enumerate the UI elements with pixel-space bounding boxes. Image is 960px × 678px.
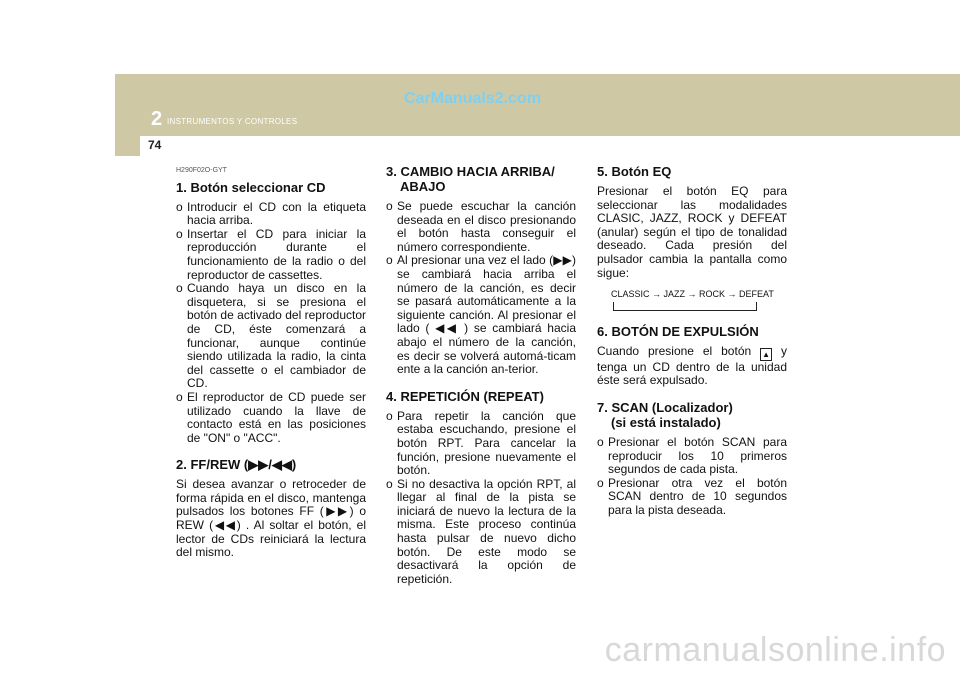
chapter-title: INSTRUMENTOS Y CONTROLES: [167, 117, 298, 126]
eject-icon: ▲: [760, 348, 772, 361]
list-item: o Se puede escuchar la canción deseada en el disco presionando el botón hasta conseguir el número correspondiente.: [386, 199, 576, 254]
section-5-text: Presionar el botón EQ para seleccionar las modalidades CLASIC, JAZZ, ROCK y DEFEAT (anular) según el tipo de tonalidad deseado. Cada presión del pulsador cambia la pantalla como sigue:: [597, 184, 787, 280]
page-tab: [115, 136, 140, 156]
section-6-text: Cuando presione el botón ▲ y tenga un CD dentro de la unidad éste será expulsado.: [597, 343, 788, 388]
list-item: o Introducir el CD con la etiqueta hacia arriba.: [176, 199, 366, 228]
chapter-number: 2: [151, 108, 163, 130]
list-item: o Insertar el CD para iniciar la reproducción durante el funcionamiento de la radio o del reproductor de cassettes.: [176, 226, 366, 282]
section-7-title: 7. SCAN (Localizador) (si está instalado): [597, 399, 733, 430]
list-item: o Para repetir la canción que estaba escuchando, presione el botón RPT. Para cancelar la función, presione nuevamente el botón.: [386, 408, 576, 478]
list-item: o Si no desactiva la opción RPT, al llegar al final de la pista se iniciará de nuevo la lectura de la misma. Este proceso continúa hasta pulsar de nuevo dicho botón. De este modo se desactivará la opción de repetición.: [386, 476, 576, 586]
eq-loop-arrow: [613, 302, 757, 312]
section-4-title: 4. REPETICIÓN (REPEAT): [386, 388, 544, 404]
section-6-title: 6. BOTÓN DE EXPULSIÓN: [597, 323, 759, 339]
section-code: H290F02O-GYT: [176, 167, 227, 174]
section-2-text: Si desea avanzar o retroceder de forma rápida en el disco, mantenga pulsados los botones FF (▶▶) o REW (◀◀) . Al soltar el botón, el lector de CDs reiniciará la lectura del mismo.: [176, 477, 366, 560]
eq-flow-diagram: [611, 288, 787, 312]
list-item: o Presionar el botón SCAN para reproducir los 10 primeros segundos de cada pista.: [597, 434, 787, 477]
watermark-bottom[interactable]: carmanualsonline.info: [604, 631, 946, 669]
section-2-title: 2. FF/REW (▶▶/◀◀): [176, 457, 297, 473]
column-3: [597, 160, 787, 518]
column-1: [176, 160, 366, 560]
watermark-top[interactable]: CarManuals2.com: [404, 90, 541, 107]
section-3-title: 3. CAMBIO HACIA ARRIBA/ ABAJO: [386, 164, 555, 194]
section-5-title: 5. Botón EQ: [597, 164, 672, 179]
list-item: o Presionar otra vez el botón SCAN dentro de 10 segundos para la pista deseada.: [597, 475, 787, 517]
list-item: o Cuando haya un disco en la disquetera, si se presiona el botón de activado del reproductor de CD, éste comenzará a funcionar, aunque continúe siendo utilizada la radio, la cinta del cassette o el cambiador de CD.: [176, 281, 366, 391]
page-number: 74: [148, 138, 162, 152]
eq-flow-text: CLASSIC → JAZZ → ROCK → DEFEAT: [611, 289, 774, 300]
section-1-title: 1. Botón seleccionar CD: [176, 179, 326, 195]
list-item: o El reproductor de CD puede ser utilizado cuando la llave de contacto está en las posiciones de "ON" o "ACC".: [176, 389, 366, 445]
column-2: [386, 160, 576, 586]
list-item: o Al presionar una vez el lado (▶▶) se cambiará hacia arriba el número de la canción, es decir se pasará automáticamente a la siguiente canción. Al presionar el lado ( ◀◀ ) se cambiará hacia abajo el número de la canción, es decir se volverá automá-ticam ente a la canción an-terior.: [386, 253, 576, 377]
